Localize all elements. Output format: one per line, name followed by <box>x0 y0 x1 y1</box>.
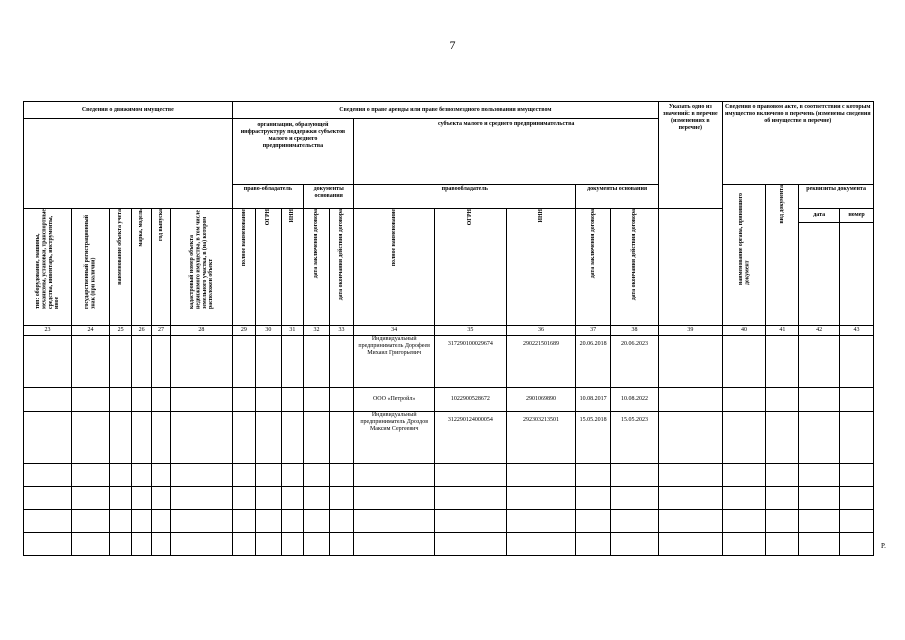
col-number: 28 <box>171 326 232 336</box>
contract-end-date: 20.06.2023 <box>610 336 658 388</box>
col-42-blank <box>799 223 840 326</box>
col-number: 33 <box>329 326 354 336</box>
header-requisites: реквизиты документа <box>799 185 874 209</box>
header-lease-rights: Сведения о праве аренды или праве безвозмездного пользования имуществом <box>232 102 659 119</box>
col-number: 25 <box>109 326 132 336</box>
col-number: 27 <box>151 326 170 336</box>
col-number: 42 <box>799 326 840 336</box>
header-date: дата <box>799 209 840 223</box>
holder-inn: 292303213501 <box>506 412 576 464</box>
holder-inn: 290221501689 <box>506 336 576 388</box>
side-mark: P. <box>881 542 886 550</box>
empty-row <box>24 487 874 510</box>
holder-inn: 2901069890 <box>506 388 576 412</box>
col-number: 31 <box>281 326 304 336</box>
col-27-header: год выпуска <box>151 209 170 326</box>
col-number: 39 <box>659 326 722 336</box>
contract-start-date: 15.05.2018 <box>576 412 611 464</box>
holder-ogrn: 317290100029674 <box>435 336 507 388</box>
col-number: 34 <box>354 326 435 336</box>
col-number: 41 <box>766 326 799 336</box>
contract-end-date: 10.08.2022 <box>610 388 658 412</box>
col-36-header: ИНН <box>506 209 576 326</box>
header-docs-basis-short: документы основания <box>304 185 354 209</box>
col-32-header: дата заключения договора <box>304 209 330 326</box>
holder-ogrn: 1022900528672 <box>435 388 507 412</box>
col-number: 40 <box>722 326 766 336</box>
col-33-header: дата окончания действия договора <box>329 209 354 326</box>
contract-start-date: 10.08.2017 <box>576 388 611 412</box>
header-legal-act: Сведения о правовом акте, в соответствии с которым имущество включено в перечень (изменены сведения об имуществе в перечне) <box>722 102 873 185</box>
col-number: 24 <box>72 326 110 336</box>
page-number: 7 <box>449 38 456 52</box>
col-37-header: дата заключения договора <box>576 209 611 326</box>
header-indicate-value: Указать одно из значений: в перечне (изменениях в перечне) <box>659 102 722 209</box>
empty-row <box>24 464 874 487</box>
header-blank <box>24 119 233 209</box>
col-29-header: полное наименование <box>232 209 256 326</box>
contract-start-date: 20.06.2018 <box>576 336 611 388</box>
contract-end-date: 15.05.2023 <box>610 412 658 464</box>
empty-row <box>24 533 874 556</box>
col-43-blank <box>840 223 874 326</box>
col-23-header: тип: оборудование, машины, механизмы, установки, транспортные средства, инвентарь, инструменты, иное <box>24 209 72 326</box>
col-39-header <box>659 209 722 326</box>
holder-ogrn: 312290124000054 <box>435 412 507 464</box>
header-movable-property: Сведения о движимом имуществе <box>24 102 233 119</box>
col-number: 37 <box>576 326 611 336</box>
empty-row <box>24 510 874 533</box>
header-org-infrastructure: организации, образующей инфраструктуру поддержки субъектов малого и среднего предпринимательства <box>232 119 354 185</box>
col-25-header: наименование объекта учета <box>109 209 132 326</box>
col-number: 29 <box>232 326 256 336</box>
holder-name: ООО «Петройл» <box>354 388 435 412</box>
header-holder: правообладатель <box>354 185 576 209</box>
holder-name: Индивидуальный предприниматель Дроздов Максим Сергеевич <box>354 412 435 464</box>
col-number: 36 <box>506 326 576 336</box>
col-31-header: ИНН <box>281 209 304 326</box>
header-docs-basis: документы основания <box>576 185 659 209</box>
header-holder-short: право-обладатель <box>232 185 304 209</box>
col-number: 38 <box>610 326 658 336</box>
col-number: 23 <box>24 326 72 336</box>
col-35-header: ОГРН <box>435 209 507 326</box>
holder-name: Индивидуальный предприниматель Дорофеев Михаил Григорьевич <box>354 336 435 388</box>
col-24-header: государственный регистрационный знак (при наличии) <box>72 209 110 326</box>
col-number: 32 <box>304 326 330 336</box>
col-34-header: полное наименование <box>354 209 435 326</box>
col-number: 30 <box>256 326 282 336</box>
col-38-header: дата окончания действия договора <box>610 209 658 326</box>
col-28-header: кадастровый номер объекта недвижимого имущества, в том числе земельного участка, в (на) котором расположен объект <box>171 209 232 326</box>
register-table <box>23 101 874 556</box>
col-40-header: наименование органа, принявшего документ <box>722 185 766 326</box>
header-number: номер <box>840 209 874 223</box>
col-41-header: вид документа <box>766 185 799 326</box>
col-number: 43 <box>840 326 874 336</box>
header-sme-subject: субъекта малого и среднего предпринимательства <box>354 119 659 185</box>
table-row <box>24 412 874 464</box>
table-row <box>24 336 874 388</box>
col-number: 26 <box>132 326 151 336</box>
col-26-header: марка, модель <box>132 209 151 326</box>
col-30-header: ОГРН <box>256 209 282 326</box>
table-row <box>24 388 874 412</box>
col-number: 35 <box>435 326 507 336</box>
